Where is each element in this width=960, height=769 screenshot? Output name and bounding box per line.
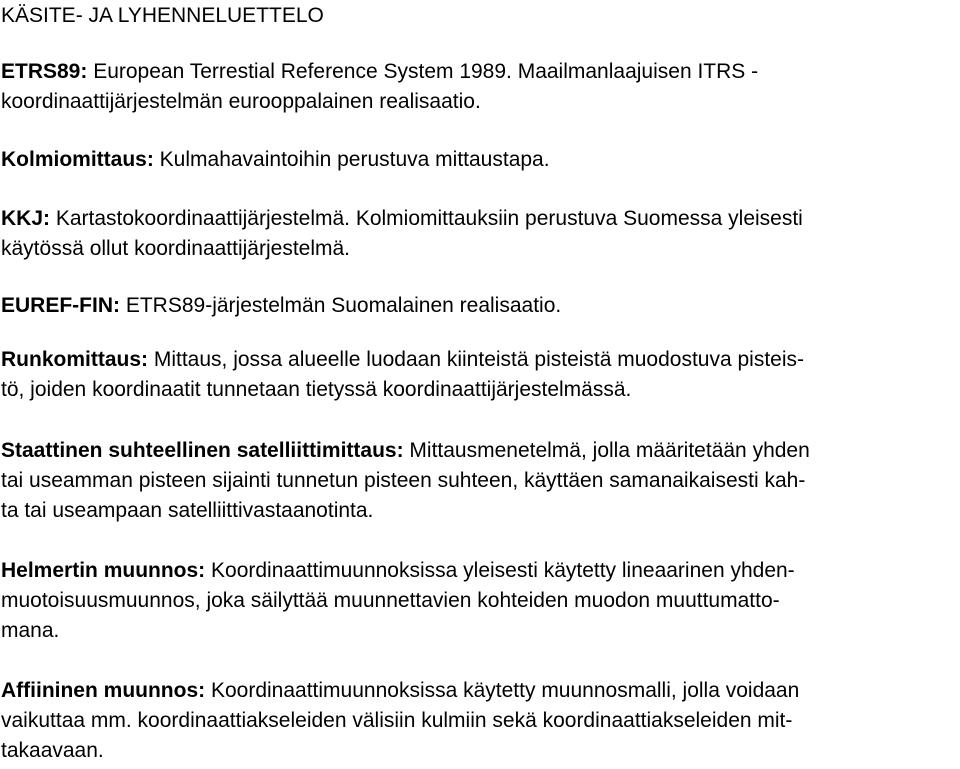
entry-definition: vaikuttaa mm. koordinaattiakseleiden välisiin kulmiin sekä koordinaattiakseleiden mit- [1, 709, 793, 732]
entry-line [1, 436, 810, 466]
entry-definition: ETRS89-järjestelmän Suomalainen realisaatio. [120, 294, 562, 317]
glossary-entry-affiininen-muunnos [1, 676, 799, 766]
entry-line [1, 676, 799, 706]
entry-definition: ta tai useampaan satelliittivastaanotinta. [1, 499, 374, 522]
entry-line [1, 204, 803, 234]
entry-definition: Kartastokoordinaattijärjestelmä. Kolmiomittauksiin perustuva Suomessa yleisesti [50, 207, 803, 230]
glossary-entry-runkomittaus [1, 345, 804, 405]
glossary-entry-kolmiomittaus [1, 145, 550, 175]
entry-line [1, 291, 561, 321]
entry-term: Runkomittaus: [1, 348, 148, 371]
entry-definition: tö, joiden koordinaatit tunnetaan tietyssä koordinaattijärjestelmässä. [1, 378, 632, 401]
entry-line [1, 57, 758, 87]
entry-definition: takaavaan. [1, 739, 104, 762]
entry-term: ETRS89: [1, 60, 88, 83]
entry-term: Staattinen suhteellinen satelliittimittaus: [1, 439, 404, 462]
glossary-entry-satelliittimittaus [1, 436, 810, 526]
glossary-entry-helmertin-muunnos [1, 556, 795, 646]
entry-definition: Koordinaattimuunnoksissa käytetty muunnosmalli, jolla voidaan [205, 679, 800, 702]
entry-line [1, 345, 804, 375]
entry-line [1, 145, 550, 175]
entry-term: EUREF-FIN: [1, 294, 120, 317]
entry-definition: tai useamman pisteen sijainti tunnetun pisteen suhteen, käyttäen samanaikaisesti kah- [1, 469, 806, 492]
glossary-entry-etrs89 [1, 57, 758, 117]
entry-definition: Mittausmenetelmä, jolla määritetään yhden [403, 439, 810, 462]
entry-term: Kolmiomittaus: [1, 148, 154, 171]
entry-definition: Mittaus, jossa alueelle luodaan kiinteistä pisteistä muodostuva pisteis- [148, 348, 805, 371]
entry-definition: muotoisuusmuunnos, joka säilyttää muunnettavien kohteiden muodon muuttumatto- [1, 589, 780, 612]
entry-definition: käytössä ollut koordinaattijärjestelmä. [1, 237, 351, 260]
entry-definition: mana. [1, 619, 60, 642]
entry-definition: European Terrestial Reference System 1989. Maailmanlaajuisen ITRS - [87, 60, 759, 83]
glossary-entry-euref-fin [1, 291, 561, 321]
glossary-entry-kkj [1, 204, 803, 264]
entry-term: KKJ: [1, 207, 51, 230]
entry-definition: Koordinaattimuunnoksissa yleisesti käytetty lineaarinen yhden- [205, 559, 795, 582]
entry-term: Affiininen muunnos: [1, 679, 206, 702]
entry-definition: Kulmahavaintoihin perustuva mittaustapa. [153, 148, 550, 171]
entry-line [1, 556, 795, 586]
entry-term: Helmertin muunnos: [1, 559, 206, 582]
entry-definition: koordinaattijärjestelmän eurooppalainen realisaatio. [1, 90, 481, 113]
page-title: KÄSITE- JA LYHENNELUETTELO [1, 4, 324, 27]
